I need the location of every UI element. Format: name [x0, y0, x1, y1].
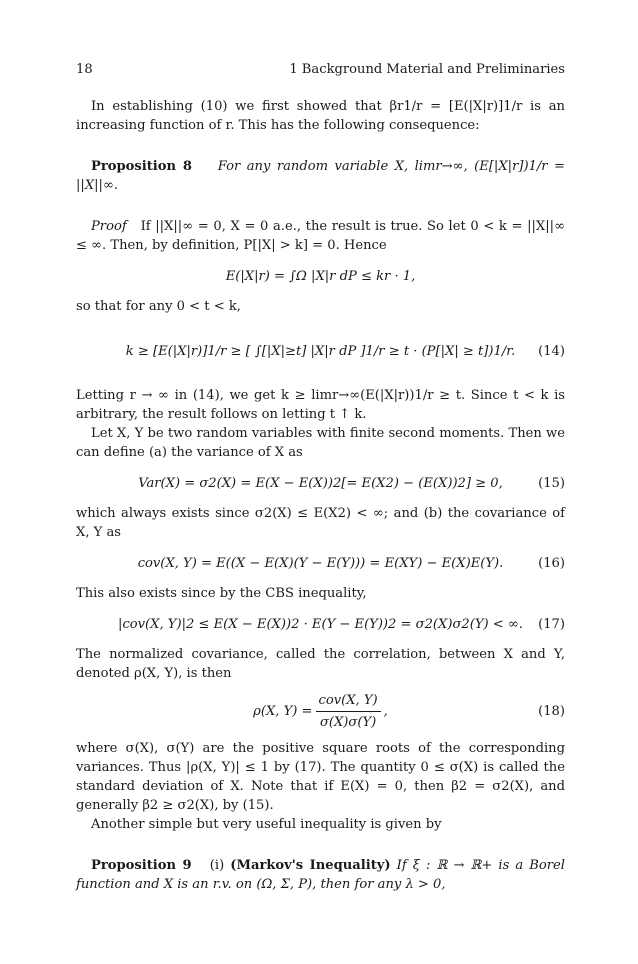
paragraph-1: In establishing (10) we first showed that βr1/r = [E(|X|r)]1/r is an increasing function of r. This has the following consequence: [76, 99, 565, 133]
paragraph-8: where σ(X), σ(Y) are the positive square roots of the corresponding variances. Thus |ρ(X, Y)| ≤ 1 by (17). The quantity 0 ≤ σ(X) is called the standard deviation of X. Note that if E(X) = 0, then β2 = σ2(X), and generally β2 ≥ σ2(X), by (15). [76, 741, 565, 813]
paragraph-3: Letting r → ∞ in (14), we get k ≥ limr→∞(E(|X|r))1/r ≥ t. Since t < k is arbitrary, the result follows on letting t ↑ k. [76, 388, 565, 422]
proposition-9-text: If ξ : ℝ → ℝ+ is a Borel function and X is an r.v. on (Ω, Σ, P), then for any λ > 0, [76, 858, 565, 892]
equation-18-fraction [316, 691, 381, 732]
page [76, 60, 565, 894]
equation-16-number: (16) [538, 555, 565, 571]
paragraph-2: so that for any 0 < t < k, [76, 299, 241, 314]
proposition-8 [76, 157, 565, 195]
equation-15-body: Var(X) = σ2(X) = E(X − E(X))2[= E(X2) − (E(X))2] ≥ 0, [138, 475, 503, 491]
equation-14-body: k ≥ [E(|X|r)]1/r ≥ [ ∫[|X|≥t] |X|r dP ]1/r ≥ t · (P[|X| ≥ t])1/r. [125, 343, 516, 359]
proof [76, 217, 565, 255]
equation-15-number: (15) [538, 475, 565, 491]
equation-14-number: (14) [538, 343, 565, 359]
equation-17 [76, 613, 565, 635]
proposition-8-text: For any random variable X, limr→∞, (E[|X|r])1/r = ||X||∞. [76, 159, 565, 193]
proposition-9-sub: (i) [209, 858, 225, 873]
proposition-8-label: Proposition 8 [91, 159, 192, 174]
paragraph-4: Let X, Y be two random variables with finite second moments. Then we can define (a) the variance of X as [76, 426, 565, 460]
equation-18-tail: , [383, 703, 388, 719]
page-number: 18 [76, 62, 93, 77]
proof-label: Proof [91, 219, 127, 234]
equation-15 [76, 472, 565, 494]
equation-18-numerator: cov(X, Y) [316, 691, 381, 712]
equation-16 [76, 552, 565, 574]
proposition-9-label: Proposition 9 [91, 858, 192, 873]
paragraph-5: which always exists since σ2(X) ≤ E(X2) < ∞; and (b) the covariance of X, Y as [76, 506, 565, 540]
equation-18 [76, 687, 565, 735]
paragraph-7: The normalized covariance, called the correlation, between X and Y, denoted ρ(X, Y), is then [76, 647, 565, 681]
equation-16-body: cov(X, Y) = E((X − E(X)(Y − E(Y))) = E(XY) − E(X)E(Y). [137, 555, 504, 571]
running-title: 1 Background Material and Preliminaries [289, 62, 565, 77]
proposition-9 [76, 856, 565, 894]
running-header [76, 60, 565, 79]
equation-17-body: |cov(X, Y)|2 ≤ E(X − E(X))2 · E(Y − E(Y))2 = σ2(X)σ2(Y) < ∞. [118, 616, 523, 632]
paragraph-6: This also exists since by the CBS inequality, [76, 586, 367, 601]
equation-18-lhs: ρ(X, Y) = [253, 703, 313, 719]
equation-17-number: (17) [538, 616, 565, 632]
paragraph-9: Another simple but very useful inequality is given by [91, 817, 442, 832]
equation-18-denominator: σ(X)σ(Y) [319, 714, 377, 730]
equation-14 [76, 324, 565, 378]
equation-18-number: (18) [538, 703, 565, 719]
proof-text: If ||X||∞ = 0, X = 0 a.e., the result is true. So let 0 < k = ||X||∞ ≤ ∞. Then, by definition, P[|X| > k] = 0. Hence [76, 219, 565, 253]
equation-expectation-bound: E(|X|r) = ∫Ω |X|r dP ≤ kr · 1, [225, 268, 416, 284]
proposition-9-name: (Markov's Inequality) [230, 858, 391, 873]
